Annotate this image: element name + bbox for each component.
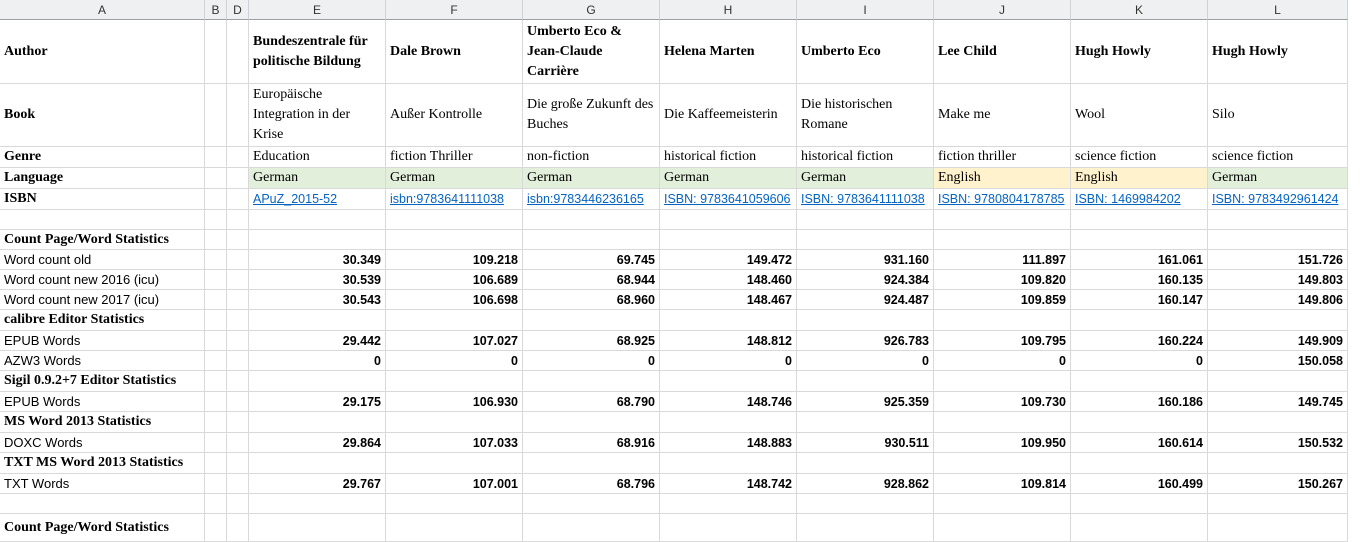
value-cell-sigil-epub[interactable]: 925.359 <box>797 392 934 412</box>
book-title-cell[interactable]: Die große Zukunft des Buches <box>523 84 660 147</box>
empty-cell[interactable] <box>934 514 1071 542</box>
gap-cell[interactable] <box>205 453 227 474</box>
gap-cell[interactable] <box>227 392 249 412</box>
value-cell-txt[interactable]: 928.862 <box>797 474 934 494</box>
row-label-txt-title[interactable]: TXT MS Word 2013 Statistics <box>0 453 205 474</box>
value-cell-new2016[interactable]: 109.820 <box>934 270 1071 290</box>
gap-cell[interactable] <box>227 494 249 514</box>
empty-cell[interactable] <box>386 230 523 250</box>
gap-cell[interactable] <box>227 84 249 147</box>
gap-cell[interactable] <box>205 474 227 494</box>
empty-cell[interactable] <box>1208 494 1348 514</box>
isbn-cell[interactable] <box>249 189 386 210</box>
isbn-cell[interactable] <box>660 189 797 210</box>
empty-cell[interactable] <box>523 494 660 514</box>
column-header-l[interactable]: L <box>1208 0 1348 20</box>
value-cell-calibre-epub[interactable]: 148.812 <box>660 331 797 351</box>
value-cell-calibre-azw3[interactable]: 0 <box>523 351 660 371</box>
value-cell-new2016[interactable]: 924.384 <box>797 270 934 290</box>
gap-cell[interactable] <box>205 250 227 270</box>
book-title-cell[interactable]: Silo <box>1208 84 1348 147</box>
row-label-isbn[interactable]: ISBN <box>0 189 205 210</box>
value-cell-calibre-azw3[interactable]: 150.058 <box>1208 351 1348 371</box>
gap-cell[interactable] <box>227 514 249 542</box>
row-label-new2017[interactable]: Word count new 2017 (icu) <box>0 290 205 310</box>
gap-cell[interactable] <box>205 433 227 453</box>
empty-cell[interactable] <box>1071 494 1208 514</box>
value-cell-msword-docx[interactable]: 29.864 <box>249 433 386 453</box>
empty-cell[interactable] <box>934 230 1071 250</box>
value-cell-calibre-epub[interactable]: 926.783 <box>797 331 934 351</box>
genre-cell[interactable]: non-fiction <box>523 147 660 168</box>
isbn-link[interactable]: ISBN: 9783641111038 <box>801 192 925 206</box>
empty-cell[interactable] <box>249 310 386 331</box>
value-cell-calibre-azw3[interactable]: 0 <box>934 351 1071 371</box>
empty-cell[interactable] <box>249 371 386 392</box>
column-header-j[interactable]: J <box>934 0 1071 20</box>
empty-cell[interactable] <box>523 453 660 474</box>
value-cell-msword-docx[interactable]: 930.511 <box>797 433 934 453</box>
empty-cell[interactable] <box>934 210 1071 230</box>
row-label-new2016[interactable]: Word count new 2016 (icu) <box>0 270 205 290</box>
empty-cell[interactable] <box>1071 371 1208 392</box>
empty-cell[interactable] <box>660 514 797 542</box>
empty-cell[interactable] <box>249 210 386 230</box>
value-cell-new2016[interactable]: 149.803 <box>1208 270 1348 290</box>
isbn-cell[interactable] <box>1208 189 1348 210</box>
empty-cell[interactable] <box>249 230 386 250</box>
empty-cell[interactable] <box>523 310 660 331</box>
value-cell-new2016[interactable]: 106.689 <box>386 270 523 290</box>
genre-cell[interactable]: science fiction <box>1071 147 1208 168</box>
gap-cell[interactable] <box>227 147 249 168</box>
value-cell-txt[interactable]: 107.001 <box>386 474 523 494</box>
value-cell-calibre-epub[interactable]: 107.027 <box>386 331 523 351</box>
empty-cell[interactable] <box>797 453 934 474</box>
empty-cell[interactable] <box>1208 371 1348 392</box>
column-header-h[interactable]: H <box>660 0 797 20</box>
genre-cell[interactable]: historical fiction <box>660 147 797 168</box>
value-cell-txt[interactable]: 150.267 <box>1208 474 1348 494</box>
value-cell-sigil-epub[interactable]: 109.730 <box>934 392 1071 412</box>
row-label-txt[interactable]: TXT Words <box>0 474 205 494</box>
gap-cell[interactable] <box>205 392 227 412</box>
isbn-link[interactable]: ISBN: 1469984202 <box>1075 192 1181 206</box>
isbn-link[interactable]: APuZ_2015-52 <box>253 192 338 206</box>
gap-cell[interactable] <box>205 494 227 514</box>
gap-cell[interactable] <box>227 20 249 84</box>
empty-cell[interactable] <box>523 412 660 433</box>
language-cell[interactable]: German <box>523 168 660 189</box>
value-cell-old[interactable]: 151.726 <box>1208 250 1348 270</box>
empty-cell[interactable] <box>1071 412 1208 433</box>
empty-cell[interactable] <box>249 514 386 542</box>
gap-cell[interactable] <box>227 371 249 392</box>
author-cell[interactable]: Hugh Howly <box>1208 20 1348 84</box>
value-cell-msword-docx[interactable]: 68.916 <box>523 433 660 453</box>
gap-cell[interactable] <box>227 310 249 331</box>
empty-cell[interactable] <box>660 210 797 230</box>
column-header-e[interactable]: E <box>249 0 386 20</box>
genre-cell[interactable]: historical fiction <box>797 147 934 168</box>
value-cell-txt[interactable]: 160.499 <box>1071 474 1208 494</box>
language-cell[interactable]: English <box>1071 168 1208 189</box>
column-header-i[interactable]: I <box>797 0 934 20</box>
value-cell-old[interactable]: 149.472 <box>660 250 797 270</box>
row-label-blank1[interactable] <box>0 210 205 230</box>
row-label-calibre-title[interactable]: calibre Editor Statistics <box>0 310 205 331</box>
empty-cell[interactable] <box>386 453 523 474</box>
book-title-cell[interactable]: Europäische Integration in der Krise <box>249 84 386 147</box>
value-cell-msword-docx[interactable]: 109.950 <box>934 433 1071 453</box>
gap-cell[interactable] <box>227 474 249 494</box>
value-cell-new2017[interactable]: 149.806 <box>1208 290 1348 310</box>
empty-cell[interactable] <box>797 310 934 331</box>
gap-cell[interactable] <box>205 210 227 230</box>
value-cell-calibre-epub[interactable]: 68.925 <box>523 331 660 351</box>
value-cell-old[interactable]: 30.349 <box>249 250 386 270</box>
value-cell-old[interactable]: 111.897 <box>934 250 1071 270</box>
value-cell-calibre-epub[interactable]: 109.795 <box>934 331 1071 351</box>
gap-cell[interactable] <box>227 412 249 433</box>
isbn-link[interactable]: ISBN: 9780804178785 <box>938 192 1065 206</box>
gap-cell[interactable] <box>227 189 249 210</box>
row-label-blank2[interactable] <box>0 494 205 514</box>
row-label-calibre-epub[interactable]: EPUB Words <box>0 331 205 351</box>
row-label-author[interactable]: Author <box>0 20 205 84</box>
gap-cell[interactable] <box>227 168 249 189</box>
gap-cell[interactable] <box>227 351 249 371</box>
genre-cell[interactable]: science fiction <box>1208 147 1348 168</box>
isbn-link[interactable]: ISBN: 9783641059606 <box>664 192 791 206</box>
empty-cell[interactable] <box>386 210 523 230</box>
value-cell-sigil-epub[interactable]: 106.930 <box>386 392 523 412</box>
isbn-cell[interactable] <box>934 189 1071 210</box>
empty-cell[interactable] <box>386 514 523 542</box>
value-cell-calibre-epub[interactable]: 29.442 <box>249 331 386 351</box>
genre-cell[interactable]: Education <box>249 147 386 168</box>
isbn-link[interactable]: ISBN: 9783492961424 <box>1212 192 1339 206</box>
genre-cell[interactable]: fiction Thriller <box>386 147 523 168</box>
empty-cell[interactable] <box>797 210 934 230</box>
value-cell-msword-docx[interactable]: 150.532 <box>1208 433 1348 453</box>
language-cell[interactable]: German <box>797 168 934 189</box>
isbn-cell[interactable] <box>797 189 934 210</box>
empty-cell[interactable] <box>1208 230 1348 250</box>
value-cell-new2017[interactable]: 106.698 <box>386 290 523 310</box>
language-cell[interactable]: German <box>386 168 523 189</box>
value-cell-old[interactable]: 161.061 <box>1071 250 1208 270</box>
value-cell-old[interactable]: 69.745 <box>523 250 660 270</box>
gap-cell[interactable] <box>205 351 227 371</box>
gap-cell[interactable] <box>227 270 249 290</box>
empty-cell[interactable] <box>934 494 1071 514</box>
row-label-language[interactable]: Language <box>0 168 205 189</box>
value-cell-txt[interactable]: 68.796 <box>523 474 660 494</box>
empty-cell[interactable] <box>523 514 660 542</box>
column-header-k[interactable]: K <box>1071 0 1208 20</box>
empty-cell[interactable] <box>523 230 660 250</box>
author-cell[interactable]: Dale Brown <box>386 20 523 84</box>
empty-cell[interactable] <box>797 412 934 433</box>
empty-cell[interactable] <box>386 371 523 392</box>
empty-cell[interactable] <box>386 412 523 433</box>
empty-cell[interactable] <box>934 453 1071 474</box>
value-cell-sigil-epub[interactable]: 148.746 <box>660 392 797 412</box>
gap-cell[interactable] <box>205 310 227 331</box>
empty-cell[interactable] <box>1208 210 1348 230</box>
author-cell[interactable]: Lee Child <box>934 20 1071 84</box>
value-cell-new2016[interactable]: 148.460 <box>660 270 797 290</box>
row-label-sigil-epub[interactable]: EPUB Words <box>0 392 205 412</box>
value-cell-old[interactable]: 931.160 <box>797 250 934 270</box>
gap-cell[interactable] <box>227 453 249 474</box>
author-cell[interactable]: Umberto Eco <box>797 20 934 84</box>
value-cell-calibre-azw3[interactable]: 0 <box>386 351 523 371</box>
empty-cell[interactable] <box>797 230 934 250</box>
empty-cell[interactable] <box>934 371 1071 392</box>
book-title-cell[interactable]: Außer Kontrolle <box>386 84 523 147</box>
empty-cell[interactable] <box>797 371 934 392</box>
value-cell-new2017[interactable]: 160.147 <box>1071 290 1208 310</box>
language-cell[interactable]: German <box>249 168 386 189</box>
empty-cell[interactable] <box>797 494 934 514</box>
empty-cell[interactable] <box>523 210 660 230</box>
row-label-msword-title[interactable]: MS Word 2013 Statistics <box>0 412 205 433</box>
book-title-cell[interactable]: Make me <box>934 84 1071 147</box>
isbn-link[interactable]: isbn:9783446236165 <box>527 192 644 206</box>
value-cell-old[interactable]: 109.218 <box>386 250 523 270</box>
isbn-cell[interactable] <box>523 189 660 210</box>
empty-cell[interactable] <box>934 412 1071 433</box>
empty-cell[interactable] <box>1208 514 1348 542</box>
isbn-cell[interactable] <box>386 189 523 210</box>
gap-cell[interactable] <box>227 230 249 250</box>
empty-cell[interactable] <box>249 453 386 474</box>
row-label-book[interactable]: Book <box>0 84 205 147</box>
empty-cell[interactable] <box>660 453 797 474</box>
value-cell-sigil-epub[interactable]: 29.175 <box>249 392 386 412</box>
value-cell-calibre-azw3[interactable]: 0 <box>660 351 797 371</box>
empty-cell[interactable] <box>523 371 660 392</box>
column-header-d[interactable]: D <box>227 0 249 20</box>
empty-cell[interactable] <box>1071 310 1208 331</box>
value-cell-calibre-azw3[interactable]: 0 <box>1071 351 1208 371</box>
gap-cell[interactable] <box>205 270 227 290</box>
column-header-g[interactable]: G <box>523 0 660 20</box>
book-title-cell[interactable]: Die historischen Romane <box>797 84 934 147</box>
gap-cell[interactable] <box>205 290 227 310</box>
gap-cell[interactable] <box>205 230 227 250</box>
empty-cell[interactable] <box>386 494 523 514</box>
row-label-calibre-azw3[interactable]: AZW3 Words <box>0 351 205 371</box>
value-cell-sigil-epub[interactable]: 149.745 <box>1208 392 1348 412</box>
empty-cell[interactable] <box>1208 310 1348 331</box>
value-cell-calibre-epub[interactable]: 149.909 <box>1208 331 1348 351</box>
empty-cell[interactable] <box>660 412 797 433</box>
gap-cell[interactable] <box>205 514 227 542</box>
row-label-msword-docx[interactable]: DOXC Words <box>0 433 205 453</box>
empty-cell[interactable] <box>1071 230 1208 250</box>
row-label-count-title[interactable]: Count Page/Word Statistics <box>0 230 205 250</box>
empty-cell[interactable] <box>660 494 797 514</box>
gap-cell[interactable] <box>205 371 227 392</box>
gap-cell[interactable] <box>205 84 227 147</box>
value-cell-new2017[interactable]: 924.487 <box>797 290 934 310</box>
author-cell[interactable]: Helena Marten <box>660 20 797 84</box>
value-cell-new2017[interactable]: 109.859 <box>934 290 1071 310</box>
value-cell-txt[interactable]: 148.742 <box>660 474 797 494</box>
row-label-count-title-2[interactable]: Count Page/Word Statistics <box>0 514 205 542</box>
value-cell-new2016[interactable]: 160.135 <box>1071 270 1208 290</box>
empty-cell[interactable] <box>660 230 797 250</box>
empty-cell[interactable] <box>660 371 797 392</box>
value-cell-new2016[interactable]: 30.539 <box>249 270 386 290</box>
value-cell-calibre-azw3[interactable]: 0 <box>249 351 386 371</box>
value-cell-msword-docx[interactable]: 148.883 <box>660 433 797 453</box>
language-cell[interactable]: English <box>934 168 1071 189</box>
gap-cell[interactable] <box>227 250 249 270</box>
language-cell[interactable]: German <box>1208 168 1348 189</box>
author-cell[interactable]: Hugh Howly <box>1071 20 1208 84</box>
empty-cell[interactable] <box>1071 210 1208 230</box>
value-cell-txt[interactable]: 29.767 <box>249 474 386 494</box>
empty-cell[interactable] <box>934 310 1071 331</box>
gap-cell[interactable] <box>205 331 227 351</box>
empty-cell[interactable] <box>386 310 523 331</box>
row-label-genre[interactable]: Genre <box>0 147 205 168</box>
empty-cell[interactable] <box>249 494 386 514</box>
language-cell[interactable]: German <box>660 168 797 189</box>
empty-cell[interactable] <box>249 412 386 433</box>
empty-cell[interactable] <box>1071 453 1208 474</box>
column-header-f[interactable]: F <box>386 0 523 20</box>
genre-cell[interactable]: fiction thriller <box>934 147 1071 168</box>
empty-cell[interactable] <box>1208 412 1348 433</box>
column-header-a[interactable]: A <box>0 0 205 20</box>
value-cell-new2017[interactable]: 30.543 <box>249 290 386 310</box>
value-cell-calibre-epub[interactable]: 160.224 <box>1071 331 1208 351</box>
value-cell-txt[interactable]: 109.814 <box>934 474 1071 494</box>
value-cell-new2017[interactable]: 148.467 <box>660 290 797 310</box>
gap-cell[interactable] <box>205 412 227 433</box>
gap-cell[interactable] <box>227 433 249 453</box>
column-header-b[interactable]: B <box>205 0 227 20</box>
value-cell-new2017[interactable]: 68.960 <box>523 290 660 310</box>
row-label-old[interactable]: Word count old <box>0 250 205 270</box>
gap-cell[interactable] <box>205 147 227 168</box>
row-label-sigil-title[interactable]: Sigil 0.9.2+7 Editor Statistics <box>0 371 205 392</box>
gap-cell[interactable] <box>205 189 227 210</box>
empty-cell[interactable] <box>660 310 797 331</box>
value-cell-sigil-epub[interactable]: 160.186 <box>1071 392 1208 412</box>
value-cell-sigil-epub[interactable]: 68.790 <box>523 392 660 412</box>
isbn-link[interactable]: isbn:9783641111038 <box>390 192 504 206</box>
value-cell-msword-docx[interactable]: 160.614 <box>1071 433 1208 453</box>
value-cell-calibre-azw3[interactable]: 0 <box>797 351 934 371</box>
book-title-cell[interactable]: Die Kaffeemeisterin <box>660 84 797 147</box>
value-cell-new2016[interactable]: 68.944 <box>523 270 660 290</box>
empty-cell[interactable] <box>797 514 934 542</box>
gap-cell[interactable] <box>227 331 249 351</box>
author-cell[interactable]: Umberto Eco & Jean-Claude Carrière <box>523 20 660 84</box>
empty-cell[interactable] <box>1208 453 1348 474</box>
gap-cell[interactable] <box>227 210 249 230</box>
gap-cell[interactable] <box>227 290 249 310</box>
gap-cell[interactable] <box>205 20 227 84</box>
isbn-cell[interactable] <box>1071 189 1208 210</box>
book-title-cell[interactable]: Wool <box>1071 84 1208 147</box>
author-cell[interactable]: Bundeszentrale für politische Bildung <box>249 20 386 84</box>
value-cell-msword-docx[interactable]: 107.033 <box>386 433 523 453</box>
gap-cell[interactable] <box>205 168 227 189</box>
empty-cell[interactable] <box>1071 514 1208 542</box>
